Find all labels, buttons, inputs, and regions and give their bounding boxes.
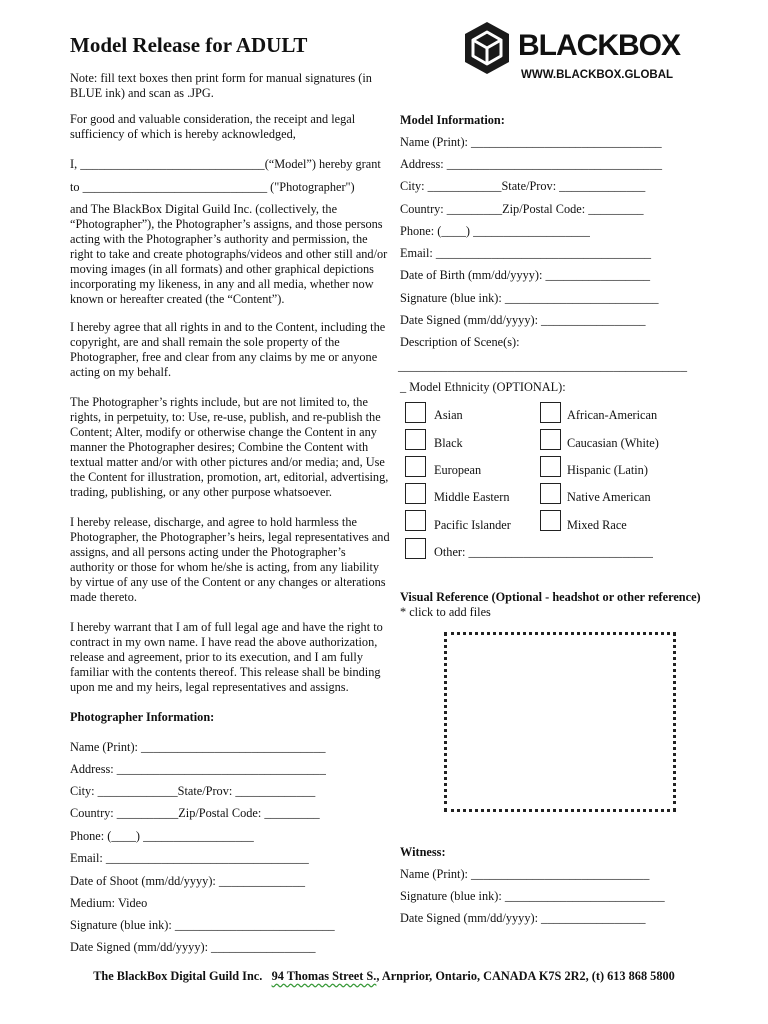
- photographer-rights-paragraph: The Photographer’s rights include, but are not limited to, the rights, in perpetuity, to: Use, re-use, publish, and re-publish the Content; Alter, modify or otherwise change the Content in any manner the Photographer desires; Combine the Content with textual matter and/or with other pictures and/or media; and, Use the Content for illustration, promotion, art, editorial, advertising, trading, publishing, or any other purpose whatsoever.: [70, 395, 389, 499]
- warranty-paragraph: I hereby warrant that I am of full legal age and have the right to contract in my own name. I have read the above authorization, release and agreement, prior to its execution, and I am fully familiar with the contents thereof. This release shall be binding upon me and my heirs, legal representatives and assigns.: [70, 620, 383, 694]
- photographer-info-heading: Photographer Information:: [70, 710, 215, 724]
- checkbox-native-american[interactable]: [540, 483, 561, 504]
- photographer-email-field[interactable]: Email: _________________________________: [70, 851, 309, 865]
- photographer-address-field[interactable]: Address: __________________________________: [70, 762, 326, 776]
- checkbox-middle-eastern[interactable]: [405, 483, 426, 504]
- blackbox-logo-icon: [462, 20, 512, 81]
- add-files-hint: * click to add files: [400, 605, 491, 619]
- model-date-field[interactable]: Date Signed (mm/dd/yyyy): _________________: [400, 313, 646, 327]
- ethnicity-label: Pacific Islander: [434, 518, 511, 532]
- checkbox-european[interactable]: [405, 456, 426, 477]
- photographer-name-field[interactable]: Name (Print): ______________________________: [70, 740, 326, 754]
- model-dob-field[interactable]: Date of Birth (mm/dd/yyyy): _________________: [400, 268, 651, 282]
- photographer-signature-field[interactable]: Signature (blue ink): __________________________: [70, 918, 335, 932]
- consideration-paragraph: For good and valuable consideration, the receipt and legal sufficiency of which is hereby acknowledged,: [70, 112, 356, 141]
- ethnicity-other-field[interactable]: Other: ______________________________: [434, 545, 653, 559]
- rights-paragraph: I hereby agree that all rights in and to the Content, including the copyright, are and shall remain the sole property of the Photographer, free and clear from any claims by me or anyone acting on my behalf.: [70, 320, 386, 379]
- footer-address: 94 Thomas Street S.: [271, 969, 377, 983]
- ethnicity-label: Middle Eastern: [434, 490, 510, 504]
- grant-paragraph: and The BlackBox Digital Guild Inc. (collectively, the “Photographer”), the Photographer’s assigns, and those persons acting with the Photographer’s authority and permission, the right to take and create photographs/videos and other still and/or moving images (in all formats) and other graphical depictions incorporating my likeness, in any and all media, whether now known or hereafter created (the “Content”).: [70, 202, 388, 306]
- photographer-phone-field[interactable]: Phone: (____) __________________: [70, 829, 254, 843]
- ethnicity-label: Mixed Race: [567, 518, 627, 532]
- photographer-city-field[interactable]: City: _____________State/Prov: _____________: [70, 784, 316, 798]
- logo-name: BLACKBOX: [518, 29, 680, 62]
- checkbox-pacific-islander[interactable]: [405, 510, 426, 531]
- checkbox-hispanic[interactable]: [540, 456, 561, 477]
- ethnicity-heading: _ Model Ethnicity (OPTIONAL):: [400, 380, 566, 394]
- checkbox-mixed-race[interactable]: [540, 510, 561, 531]
- model-city-field[interactable]: City: ____________State/Prov: ______________: [400, 179, 646, 193]
- model-name-field[interactable]: Name (Print): _______________________________: [400, 135, 662, 149]
- witness-name-field[interactable]: Name (Print): _____________________________: [400, 867, 650, 881]
- model-phone-field[interactable]: Phone: (____) ___________________: [400, 224, 590, 238]
- footer: [0, 969, 768, 984]
- witness-signature-field[interactable]: Signature (blue ink): __________________________: [400, 889, 665, 903]
- checkbox-asian[interactable]: [405, 402, 426, 423]
- scene-description-field[interactable]: _______________________________________________: [398, 359, 687, 373]
- ethnicity-label: Caucasian (White): [567, 436, 659, 450]
- model-signature-field[interactable]: Signature (blue ink): _________________________: [400, 291, 659, 305]
- medium-field[interactable]: Medium: Video: [70, 896, 148, 910]
- footer-contact: , Arnprior, Ontario, CANADA K7S 2R2, (t) 613 868 5800: [376, 969, 675, 983]
- checkbox-black[interactable]: [405, 429, 426, 450]
- ethnicity-label: European: [434, 463, 482, 477]
- checkbox-african-american[interactable]: [540, 402, 561, 423]
- model-country-field[interactable]: Country: _________Zip/Postal Code: _________: [400, 202, 644, 216]
- ethnicity-label: African-American: [567, 408, 658, 422]
- model-grant-line[interactable]: I, ______________________________(“Model”) hereby grant: [70, 157, 381, 171]
- checkbox-other[interactable]: [405, 538, 426, 559]
- instructions-note: Note: fill text boxes then print form for manual signatures (in BLUE ink) and scan as .JPG.: [70, 71, 372, 100]
- photographer-grant-line[interactable]: to ______________________________ ("Photographer"): [70, 180, 355, 194]
- checkbox-caucasian[interactable]: [540, 429, 561, 450]
- ethnicity-label: Black: [434, 436, 463, 450]
- file-drop-zone[interactable]: [444, 632, 676, 812]
- release-paragraph: I hereby release, discharge, and agree to hold harmless the Photographer, the Photographer’s heirs, legal representatives and assigns, and all persons acting under the Photographer’s authority or those for whom he/she is acting, from any liability by virtue of any use of the Content or any changes or alterations made thereto.: [70, 515, 390, 604]
- model-address-field[interactable]: Address: ___________________________________: [400, 157, 662, 171]
- witness-date-field[interactable]: Date Signed (mm/dd/yyyy): _________________: [400, 911, 646, 925]
- photographer-country-field[interactable]: Country: __________Zip/Postal Code: _________: [70, 806, 320, 820]
- page-title: Model Release for ADULT: [70, 33, 308, 57]
- witness-heading: Witness:: [400, 845, 446, 859]
- ethnicity-label: Native American: [567, 490, 651, 504]
- photographer-date-field[interactable]: Date Signed (mm/dd/yyyy): _________________: [70, 940, 316, 954]
- footer-org: The BlackBox Digital Guild Inc.: [93, 969, 263, 983]
- visual-reference-heading: Visual Reference (Optional - headshot or other reference): [400, 590, 701, 604]
- model-email-field[interactable]: Email: ___________________________________: [400, 246, 652, 260]
- shoot-date-field[interactable]: Date of Shoot (mm/dd/yyyy): ______________: [70, 874, 305, 888]
- model-info-heading: Model Information:: [400, 113, 505, 127]
- ethnicity-label: Asian: [434, 408, 463, 422]
- scene-description-label: Description of Scene(s):: [400, 335, 520, 349]
- logo-url: WWW.BLACKBOX.GLOBAL: [521, 69, 674, 81]
- ethnicity-label: Hispanic (Latin): [567, 463, 648, 477]
